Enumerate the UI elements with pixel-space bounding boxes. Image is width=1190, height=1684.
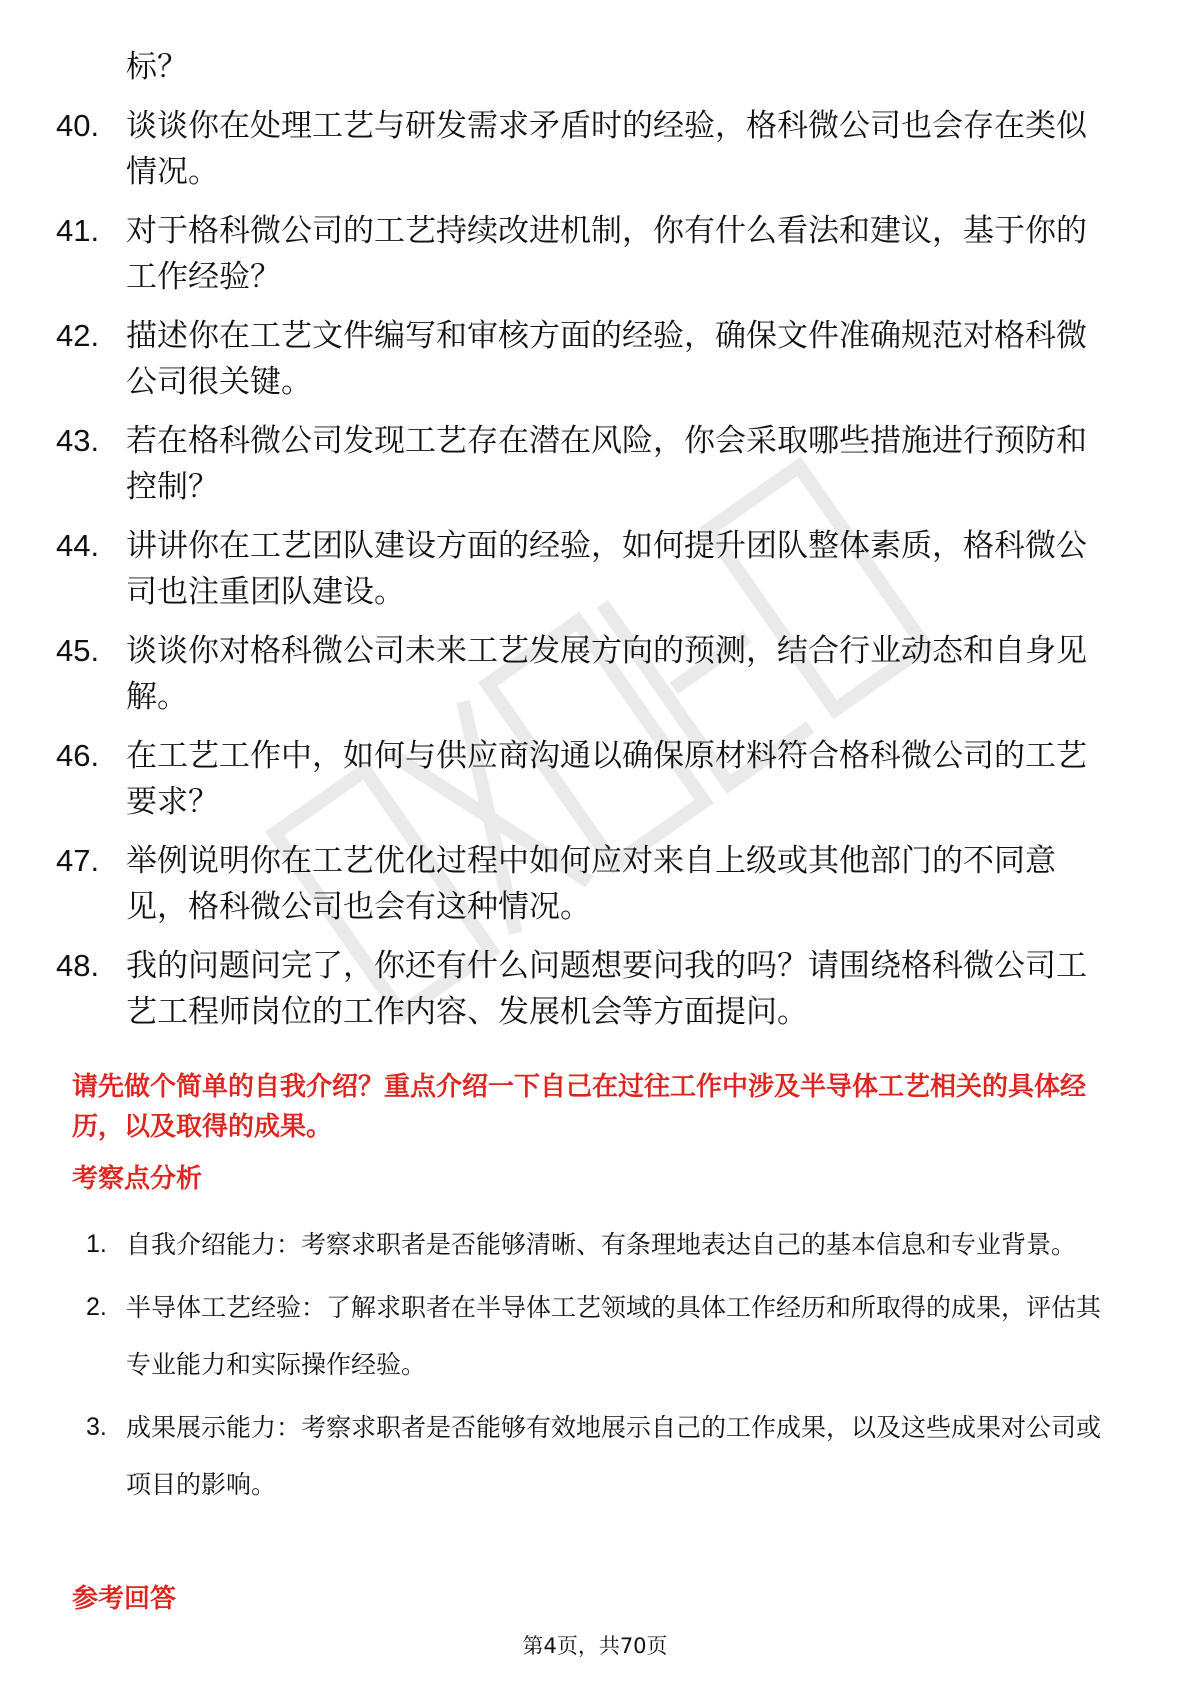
- analysis-list: [0, 1216, 1190, 1519]
- list-item: [0, 838, 1106, 930]
- question-text: 标？: [126, 49, 188, 85]
- list-item: [0, 418, 1106, 510]
- list-item: [0, 208, 1106, 300]
- question-list: [0, 44, 1190, 1048]
- question-number: 47.: [56, 843, 100, 878]
- question-number: 44.: [56, 528, 100, 563]
- question-number: 43.: [56, 423, 100, 458]
- reference-answer-heading: 参考回答: [72, 1584, 177, 1614]
- analysis-number: 3.: [86, 1413, 107, 1441]
- question-number: 40.: [56, 108, 100, 143]
- list-item: [0, 1279, 1116, 1393]
- list-item: [0, 523, 1106, 615]
- list-item: [0, 628, 1106, 720]
- question-text: 描述你在工艺文件编写和审核方面的经验，确保文件准确规范对格科微公司很关键。: [126, 318, 1087, 400]
- question-number: 45.: [56, 633, 100, 668]
- question-text: 在工艺工作中，如何与供应商沟通以确保原材料符合格科微公司的工艺要求？: [126, 738, 1087, 820]
- analysis-text: 半导体工艺经验：了解求职者在半导体工艺领域的具体工作经历和所取得的成果，评估其专业能力和实际操作经验。: [126, 1293, 1102, 1379]
- question-text: 若在格科微公司发现工艺存在潜在风险，你会采取哪些措施进行预防和控制？: [126, 423, 1087, 505]
- analysis-number: 1.: [86, 1230, 107, 1258]
- list-item: [0, 313, 1106, 405]
- list-item: [0, 733, 1106, 825]
- question-text: 我的问题问完了，你还有什么问题想要问我的吗？请围绕格科微公司工艺工程师岗位的工作内容、发展机会等方面提问。: [126, 948, 1087, 1030]
- highlight-question: 请先做个简单的自我介绍？重点介绍一下自己在过往工作中涉及半导体工艺相关的具体经历，以及取得的成果。: [72, 1072, 1087, 1142]
- analysis-text: 成果展示能力：考察求职者是否能够有效地展示自己的工作成果，以及这些成果对公司或项目的影响。: [126, 1413, 1102, 1499]
- list-item: [0, 1216, 1116, 1273]
- question-text: 讲讲你在工艺团队建设方面的经验，如何提升团队整体素质，格科微公司也注重团队建设。: [126, 528, 1087, 610]
- list-item: [0, 44, 1106, 90]
- question-text: 谈谈你在处理工艺与研发需求矛盾时的经验，格科微公司也会存在类似情况。: [126, 108, 1087, 190]
- question-text: 谈谈你对格科微公司未来工艺发展方向的预测，结合行业动态和自身见解。: [126, 633, 1087, 715]
- analysis-number: 2.: [86, 1293, 107, 1321]
- question-number: 48.: [56, 948, 100, 983]
- analysis-text: 自我介绍能力：考察求职者是否能够清晰、有条理地表达自己的基本信息和专业背景。: [126, 1230, 1077, 1259]
- question-number: 41.: [56, 213, 100, 248]
- question-number: 42.: [56, 318, 100, 353]
- page-footer: 第4页，共70页: [522, 1634, 668, 1658]
- analysis-heading: 考察点分析: [72, 1164, 203, 1194]
- list-item: [0, 943, 1106, 1035]
- list-item: [0, 103, 1106, 195]
- list-item: [0, 1399, 1116, 1513]
- question-number: 46.: [56, 738, 100, 773]
- question-text: 举例说明你在工艺优化过程中如何应对来自上级或其他部门的不同意见，格科微公司也会有这种情况。: [126, 843, 1056, 925]
- question-text: 对于格科微公司的工艺持续改进机制，你有什么看法和建议，基于你的工作经验？: [126, 213, 1087, 295]
